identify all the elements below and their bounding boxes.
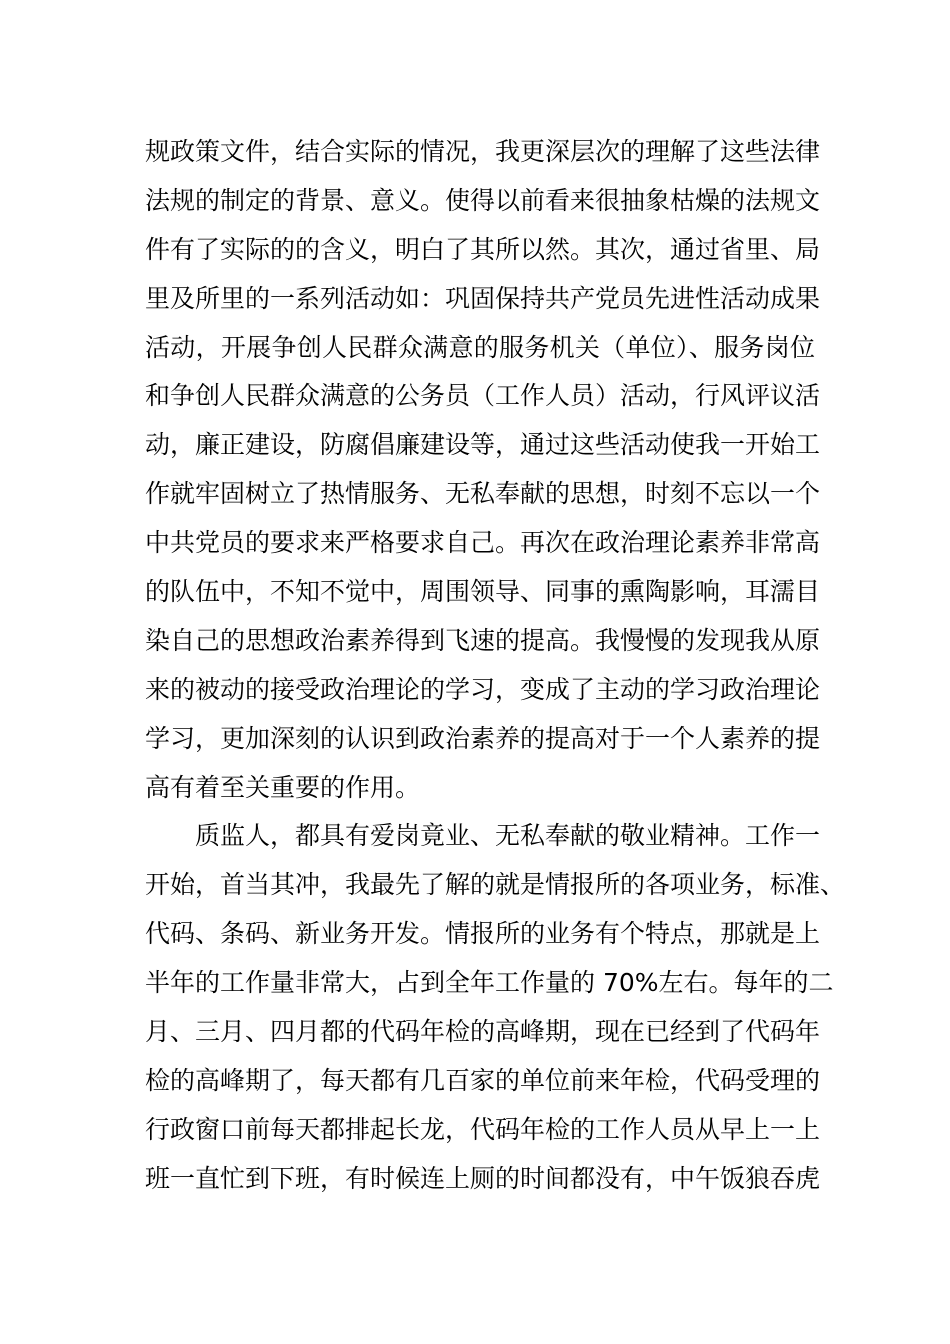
text-line: 活动，开展争创人民群众满意的服务机关（单位）、服务岗位 [145,332,815,362]
text-line: 的队伍中，不知不觉中，周围领导、同事的熏陶影响，耳濡目 [145,577,821,607]
text-line: 作就牢固树立了热情服务、无私奉献的思想，时刻不忘以一个 [145,479,821,509]
text-line: 高有着至关重要的作用。 [145,772,421,802]
text-line: 里及所里的一系列活动如：巩固保持共产党员先进性活动成果 [145,283,821,313]
text-line: 来的被动的接受政治理论的学习，变成了主动的学习政治理论 [145,674,821,704]
text-line: 和争创人民群众满意的公务员（工作人员）活动，行风评议活 [145,381,821,411]
text-line: 月、三月、四月都的代码年检的高峰期，现在已经到了代码年 [145,1017,821,1047]
text-line: 班一直忙到下班，有时候连上厕的时间都没有，中午饭狼吞虎 [145,1163,821,1193]
text-line: 规政策文件，结合实际的情况，我更深层次的理解了这些法律 [145,137,821,166]
text-line: 检的高峰期了，每天都有几百家的单位前来年检，代码受理的 [145,1065,821,1095]
text-line: 行政窗口前每天都排起长龙，代码年检的工作人员从早上一上 [145,1114,821,1144]
text-line: 染自己的思想政治素养得到飞速的提高。我慢慢的发现我从原 [145,625,821,655]
text-line: 代码、条码、新业务开发。情报所的业务有个特点，那就是上 [145,919,821,949]
text-line: 半年的工作量非常大，占到全年工作量的 70%左右。每年的二 [145,968,834,998]
text-line: 法规的制定的背景、意义。使得以前看来很抽象枯燥的法规文 [145,185,821,215]
text-line: 中共党员的要求来严格要求自己。再次在政治理论素养非常高 [145,528,821,558]
body-text [145,128,846,1204]
paragraph-first-line: 质监人，都具有爱岗竟业、无私奉献的敬业精神。工作一 [195,821,821,851]
text-line: 学习，更加深刻的认识到政治素养的提高对于一个人素养的提 [145,723,821,753]
text-line: 件有了实际的的含义，明白了其所以然。其次，通过省里、局 [145,234,821,264]
text-line: 开始，首当其冲，我最先了解的就是情报所的各项业务，标准、 [145,870,846,900]
text-line: 动，廉正建设，防腐倡廉建设等，通过这些活动使我一开始工 [145,430,821,460]
